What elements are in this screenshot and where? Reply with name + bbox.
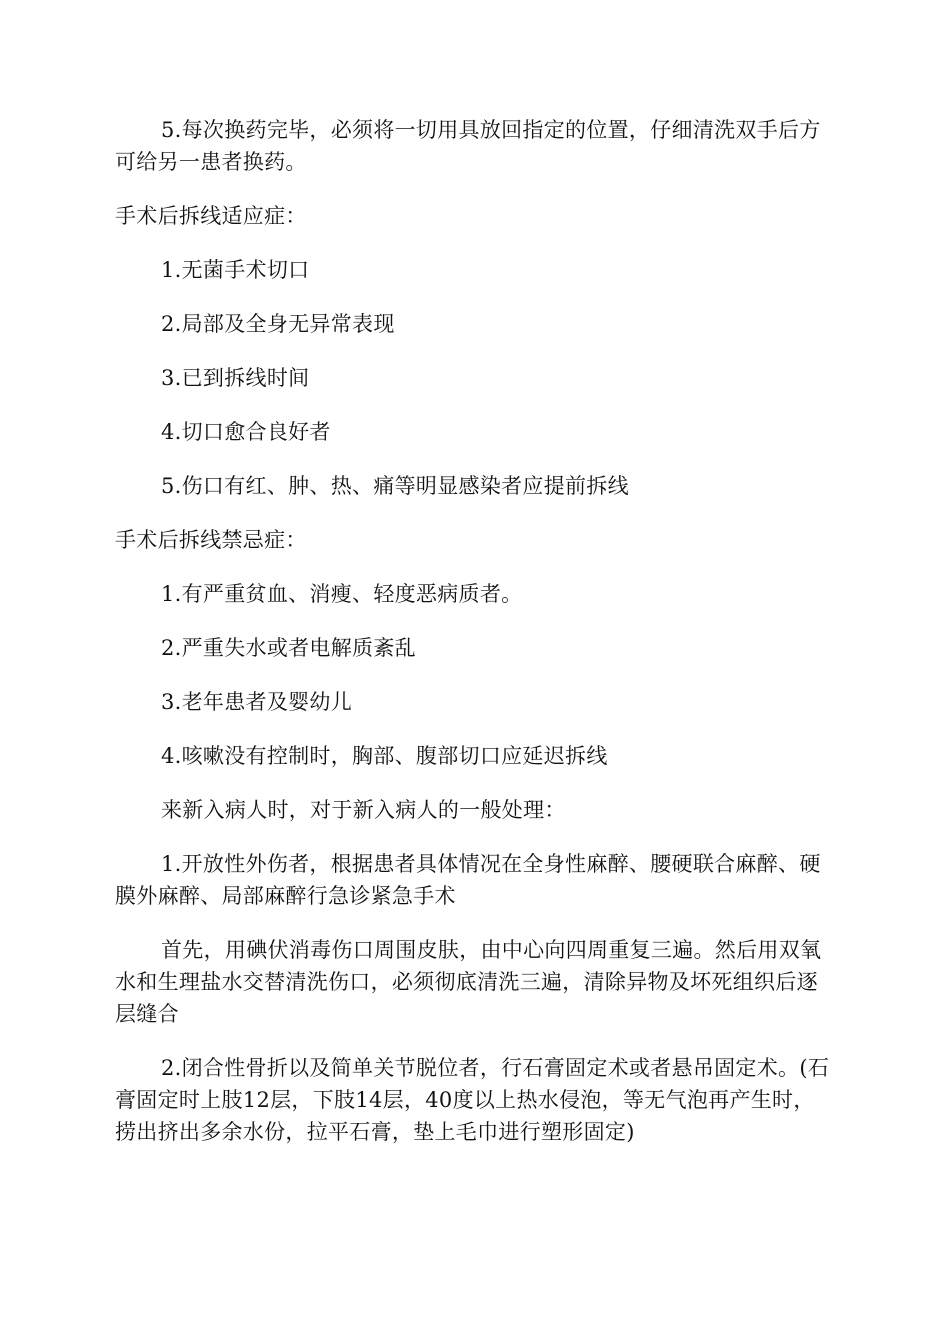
list-item: 4.咳嗽没有控制时，胸部、腹部切口应延迟拆线 bbox=[161, 744, 608, 768]
document-body bbox=[115, 114, 835, 1170]
list-item: 3.老年患者及婴幼儿 bbox=[161, 690, 353, 714]
list-item: 1.开放性外伤者，根据患者具体情况在全身性麻醉、腰硬联合麻醉、硬膜外麻醉、局部麻醉行急诊紧急手术 bbox=[115, 852, 821, 908]
heading-new-patient-handling: 来新入病人时，对于新入病人的一般处理： bbox=[161, 798, 566, 822]
heading-suture-removal-contraindications: 手术后拆线禁忌症： bbox=[115, 528, 307, 552]
paragraph-wound-cleaning: 首先，用碘伏消毒伤口周围皮肤，由中心向四周重复三遍。然后用双氧水和生理盐水交替清洗伤口，必须彻底清洗三遍，清除异物及坏死组织后逐层缝合 bbox=[115, 938, 822, 1026]
list-item: 2.闭合性骨折以及简单关节脱位者，行石膏固定术或者悬吊固定术。(石膏固定时上肢12层，下肢14层，40度以上热水侵泡，等无气泡再产生时，捞出挤出多余水份，拉平石膏，垫上毛巾进行塑形固定) bbox=[115, 1056, 830, 1144]
list-item: 1.无菌手术切口 bbox=[161, 258, 310, 282]
list-item: 4.切口愈合良好者 bbox=[161, 420, 331, 444]
list-item: 5.伤口有红、肿、热、痛等明显感染者应提前拆线 bbox=[161, 474, 629, 498]
list-item: 2.严重失水或者电解质紊乱 bbox=[161, 636, 416, 660]
paragraph-dressing-step-5: 5.每次换药完毕，必须将一切用具放回指定的位置，仔细清洗双手后方可给另一患者换药。 bbox=[115, 118, 821, 174]
list-item: 1.有严重贫血、消瘦、轻度恶病质者。 bbox=[161, 582, 523, 606]
list-item: 3.已到拆线时间 bbox=[161, 366, 310, 390]
heading-suture-removal-indications: 手术后拆线适应症： bbox=[115, 204, 307, 228]
list-item: 2.局部及全身无异常表现 bbox=[161, 312, 395, 336]
